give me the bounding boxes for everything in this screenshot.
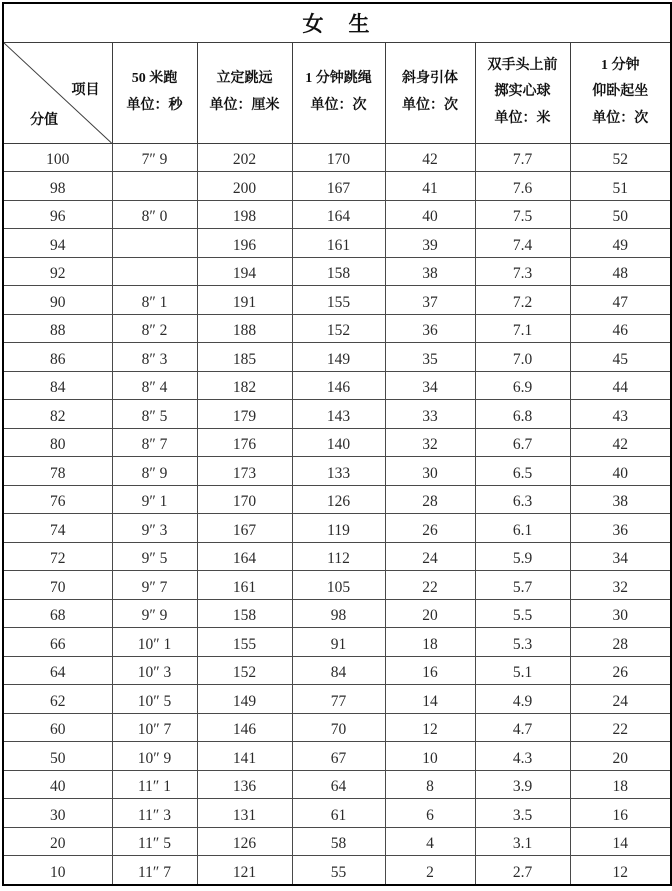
pullup-cell: 28 — [385, 485, 475, 514]
pullup-cell: 41 — [385, 172, 475, 201]
longjump-cell: 126 — [197, 827, 292, 856]
situp-cell: 47 — [570, 286, 671, 315]
score-cell: 50 — [3, 742, 112, 771]
table-row — [3, 286, 671, 315]
situp-cell: 24 — [570, 685, 671, 714]
longjump-cell: 155 — [197, 628, 292, 657]
table-title: 女 生 — [3, 3, 671, 42]
score-cell: 72 — [3, 542, 112, 571]
ballthrow-cell: 3.9 — [475, 770, 570, 799]
score-cell: 80 — [3, 428, 112, 457]
ballthrow-cell: 7.6 — [475, 172, 570, 201]
score-cell: 94 — [3, 229, 112, 258]
pullup-cell: 36 — [385, 314, 475, 343]
score-cell: 76 — [3, 485, 112, 514]
run50m-cell: 10″ 1 — [112, 628, 197, 657]
table-row — [3, 200, 671, 229]
pullup-cell: 42 — [385, 143, 475, 172]
run50m-cell: 10″ 9 — [112, 742, 197, 771]
corner-label-score: 分值 — [30, 112, 58, 128]
column-header — [292, 42, 385, 143]
run50m-cell: 10″ 5 — [112, 685, 197, 714]
pullup-cell: 20 — [385, 599, 475, 628]
table-row — [3, 485, 671, 514]
situp-cell: 50 — [570, 200, 671, 229]
table-row — [3, 257, 671, 286]
longjump-cell: 146 — [197, 713, 292, 742]
column-header-line: 单位：次 — [402, 97, 458, 113]
ropeskip-cell: 167 — [292, 172, 385, 201]
ballthrow-cell: 7.2 — [475, 286, 570, 315]
ballthrow-cell: 4.3 — [475, 742, 570, 771]
situp-cell: 34 — [570, 542, 671, 571]
ropeskip-cell: 84 — [292, 656, 385, 685]
run50m-cell: 11″ 3 — [112, 799, 197, 828]
situp-cell: 16 — [570, 799, 671, 828]
situp-cell: 52 — [570, 143, 671, 172]
run50m-cell: 8″ 3 — [112, 343, 197, 372]
ropeskip-cell: 161 — [292, 229, 385, 258]
pullup-cell: 30 — [385, 457, 475, 486]
ballthrow-cell: 4.7 — [475, 713, 570, 742]
table-row — [3, 685, 671, 714]
table-row — [3, 172, 671, 201]
ropeskip-cell: 67 — [292, 742, 385, 771]
column-header — [475, 42, 570, 143]
situp-cell: 30 — [570, 599, 671, 628]
ballthrow-cell: 6.8 — [475, 400, 570, 429]
fitness-standards-table — [2, 2, 672, 886]
column-header-line: 立定跳远 — [216, 70, 273, 86]
run50m-cell: 8″ 5 — [112, 400, 197, 429]
table-row — [3, 571, 671, 600]
ropeskip-cell: 55 — [292, 856, 385, 886]
longjump-cell: 194 — [197, 257, 292, 286]
run50m-cell — [112, 257, 197, 286]
ropeskip-cell: 77 — [292, 685, 385, 714]
pullup-cell: 16 — [385, 656, 475, 685]
score-cell: 30 — [3, 799, 112, 828]
table-row — [3, 343, 671, 372]
longjump-cell: 136 — [197, 770, 292, 799]
situp-cell: 46 — [570, 314, 671, 343]
longjump-cell: 176 — [197, 428, 292, 457]
ropeskip-cell: 61 — [292, 799, 385, 828]
score-cell: 64 — [3, 656, 112, 685]
longjump-cell: 141 — [197, 742, 292, 771]
ballthrow-cell: 5.9 — [475, 542, 570, 571]
run50m-cell: 9″ 1 — [112, 485, 197, 514]
longjump-cell: 121 — [197, 856, 292, 886]
ballthrow-cell: 5.7 — [475, 571, 570, 600]
situp-cell: 12 — [570, 856, 671, 886]
corner-cell — [3, 42, 112, 143]
table-row — [3, 827, 671, 856]
ropeskip-cell: 105 — [292, 571, 385, 600]
pullup-cell: 10 — [385, 742, 475, 771]
pullup-cell: 26 — [385, 514, 475, 543]
situp-cell: 32 — [570, 571, 671, 600]
longjump-cell: 161 — [197, 571, 292, 600]
pullup-cell: 40 — [385, 200, 475, 229]
situp-cell: 14 — [570, 827, 671, 856]
table-row — [3, 143, 671, 172]
column-header-line: 斜身引体 — [402, 70, 458, 86]
score-cell: 100 — [3, 143, 112, 172]
ballthrow-cell: 5.1 — [475, 656, 570, 685]
longjump-cell: 179 — [197, 400, 292, 429]
score-cell: 90 — [3, 286, 112, 315]
run50m-cell: 11″ 1 — [112, 770, 197, 799]
column-header — [570, 42, 671, 143]
column-header-line: 双手头上前 — [487, 57, 558, 73]
table-row — [3, 371, 671, 400]
situp-cell: 44 — [570, 371, 671, 400]
situp-cell: 18 — [570, 770, 671, 799]
table-row — [3, 542, 671, 571]
pullup-cell: 18 — [385, 628, 475, 657]
longjump-cell: 188 — [197, 314, 292, 343]
ballthrow-cell: 6.5 — [475, 457, 570, 486]
ropeskip-cell: 133 — [292, 457, 385, 486]
ballthrow-cell: 6.3 — [475, 485, 570, 514]
situp-cell: 22 — [570, 713, 671, 742]
ropeskip-cell: 58 — [292, 827, 385, 856]
pullup-cell: 34 — [385, 371, 475, 400]
table-row — [3, 428, 671, 457]
situp-cell: 20 — [570, 742, 671, 771]
ballthrow-cell: 7.3 — [475, 257, 570, 286]
run50m-cell: 8″ 9 — [112, 457, 197, 486]
table-row — [3, 656, 671, 685]
longjump-cell: 131 — [197, 799, 292, 828]
ropeskip-cell: 112 — [292, 542, 385, 571]
ropeskip-cell: 126 — [292, 485, 385, 514]
ballthrow-cell: 3.1 — [475, 827, 570, 856]
ropeskip-cell: 146 — [292, 371, 385, 400]
ropeskip-cell: 155 — [292, 286, 385, 315]
table-row — [3, 599, 671, 628]
pullup-cell: 35 — [385, 343, 475, 372]
ropeskip-cell: 98 — [292, 599, 385, 628]
score-cell: 40 — [3, 770, 112, 799]
pullup-cell: 8 — [385, 770, 475, 799]
ropeskip-cell: 140 — [292, 428, 385, 457]
corner-label-item: 项目 — [71, 82, 100, 98]
ballthrow-cell: 7.4 — [475, 229, 570, 258]
ropeskip-cell: 70 — [292, 713, 385, 742]
longjump-cell: 149 — [197, 685, 292, 714]
ropeskip-cell: 143 — [292, 400, 385, 429]
score-cell: 68 — [3, 599, 112, 628]
ballthrow-cell: 7.1 — [475, 314, 570, 343]
column-header-line: 1 分钟 — [601, 57, 640, 73]
score-cell: 60 — [3, 713, 112, 742]
ropeskip-cell: 64 — [292, 770, 385, 799]
column-header-line: 掷实心球 — [494, 84, 551, 100]
ballthrow-cell: 7.7 — [475, 143, 570, 172]
situp-cell: 26 — [570, 656, 671, 685]
longjump-cell: 196 — [197, 229, 292, 258]
situp-cell: 49 — [570, 229, 671, 258]
ropeskip-cell: 158 — [292, 257, 385, 286]
longjump-cell: 170 — [197, 485, 292, 514]
situp-cell: 36 — [570, 514, 671, 543]
longjump-cell: 191 — [197, 286, 292, 315]
run50m-cell: 9″ 3 — [112, 514, 197, 543]
pullup-cell: 39 — [385, 229, 475, 258]
pullup-cell: 32 — [385, 428, 475, 457]
longjump-cell: 185 — [197, 343, 292, 372]
table-row — [3, 628, 671, 657]
situp-cell: 40 — [570, 457, 671, 486]
situp-cell: 43 — [570, 400, 671, 429]
pullup-cell: 2 — [385, 856, 475, 886]
ropeskip-cell: 91 — [292, 628, 385, 657]
ballthrow-cell: 7.5 — [475, 200, 570, 229]
document-sheet — [2, 2, 670, 887]
run50m-cell: 9″ 5 — [112, 542, 197, 571]
longjump-cell: 167 — [197, 514, 292, 543]
pullup-cell: 14 — [385, 685, 475, 714]
run50m-cell: 7″ 9 — [112, 143, 197, 172]
table-row — [3, 514, 671, 543]
title-row — [3, 3, 671, 42]
column-header-line: 单位：次 — [310, 97, 367, 113]
column-header-line: 单位：次 — [592, 110, 649, 126]
score-cell: 66 — [3, 628, 112, 657]
column-header-line: 单位：秒 — [126, 97, 183, 113]
pullup-cell: 37 — [385, 286, 475, 315]
longjump-cell: 173 — [197, 457, 292, 486]
table-row — [3, 314, 671, 343]
column-header-line: 50 米跑 — [131, 70, 178, 86]
column-header-line: 单位：厘米 — [209, 97, 280, 113]
table-row — [3, 770, 671, 799]
situp-cell: 45 — [570, 343, 671, 372]
score-cell: 10 — [3, 856, 112, 886]
pullup-cell: 12 — [385, 713, 475, 742]
run50m-cell: 8″ 4 — [112, 371, 197, 400]
score-cell: 84 — [3, 371, 112, 400]
situp-cell: 38 — [570, 485, 671, 514]
header-row — [3, 42, 671, 143]
longjump-cell: 202 — [197, 143, 292, 172]
table-row — [3, 457, 671, 486]
ropeskip-cell: 119 — [292, 514, 385, 543]
longjump-cell: 200 — [197, 172, 292, 201]
situp-cell: 48 — [570, 257, 671, 286]
table-row — [3, 856, 671, 886]
run50m-cell: 11″ 7 — [112, 856, 197, 886]
ballthrow-cell: 5.5 — [475, 599, 570, 628]
ballthrow-cell: 2.7 — [475, 856, 570, 886]
run50m-cell: 9″ 7 — [112, 571, 197, 600]
ballthrow-cell: 6.9 — [475, 371, 570, 400]
pullup-cell: 4 — [385, 827, 475, 856]
run50m-cell — [112, 172, 197, 201]
table-row — [3, 742, 671, 771]
ballthrow-cell: 5.3 — [475, 628, 570, 657]
run50m-cell: 8″ 7 — [112, 428, 197, 457]
ballthrow-cell: 7.0 — [475, 343, 570, 372]
situp-cell: 51 — [570, 172, 671, 201]
ballthrow-cell: 3.5 — [475, 799, 570, 828]
ropeskip-cell: 164 — [292, 200, 385, 229]
pullup-cell: 33 — [385, 400, 475, 429]
column-header-line: 1 分钟跳绳 — [305, 70, 372, 86]
score-cell: 88 — [3, 314, 112, 343]
score-cell: 96 — [3, 200, 112, 229]
ballthrow-cell: 6.7 — [475, 428, 570, 457]
run50m-cell: 9″ 9 — [112, 599, 197, 628]
score-cell: 86 — [3, 343, 112, 372]
score-cell: 98 — [3, 172, 112, 201]
longjump-cell: 152 — [197, 656, 292, 685]
ropeskip-cell: 170 — [292, 143, 385, 172]
score-cell: 20 — [3, 827, 112, 856]
column-header — [385, 42, 475, 143]
longjump-cell: 164 — [197, 542, 292, 571]
pullup-cell: 38 — [385, 257, 475, 286]
ropeskip-cell: 152 — [292, 314, 385, 343]
score-cell: 74 — [3, 514, 112, 543]
column-header — [112, 42, 197, 143]
run50m-cell: 11″ 5 — [112, 827, 197, 856]
pullup-cell: 22 — [385, 571, 475, 600]
pullup-cell: 24 — [385, 542, 475, 571]
table-row — [3, 400, 671, 429]
run50m-cell: 8″ 1 — [112, 286, 197, 315]
score-cell: 62 — [3, 685, 112, 714]
longjump-cell: 182 — [197, 371, 292, 400]
score-cell: 82 — [3, 400, 112, 429]
pullup-cell: 6 — [385, 799, 475, 828]
run50m-cell: 8″ 2 — [112, 314, 197, 343]
score-cell: 78 — [3, 457, 112, 486]
situp-cell: 42 — [570, 428, 671, 457]
run50m-cell: 8″ 0 — [112, 200, 197, 229]
column-header-line: 单位：米 — [494, 110, 551, 126]
column-header — [197, 42, 292, 143]
ropeskip-cell: 149 — [292, 343, 385, 372]
table-row — [3, 799, 671, 828]
ballthrow-cell: 6.1 — [475, 514, 570, 543]
run50m-cell: 10″ 3 — [112, 656, 197, 685]
table-row — [3, 713, 671, 742]
longjump-cell: 198 — [197, 200, 292, 229]
situp-cell: 28 — [570, 628, 671, 657]
table-row — [3, 229, 671, 258]
run50m-cell — [112, 229, 197, 258]
longjump-cell: 158 — [197, 599, 292, 628]
score-cell: 70 — [3, 571, 112, 600]
ballthrow-cell: 4.9 — [475, 685, 570, 714]
run50m-cell: 10″ 7 — [112, 713, 197, 742]
score-cell: 92 — [3, 257, 112, 286]
column-header-line: 仰卧起坐 — [592, 84, 649, 100]
